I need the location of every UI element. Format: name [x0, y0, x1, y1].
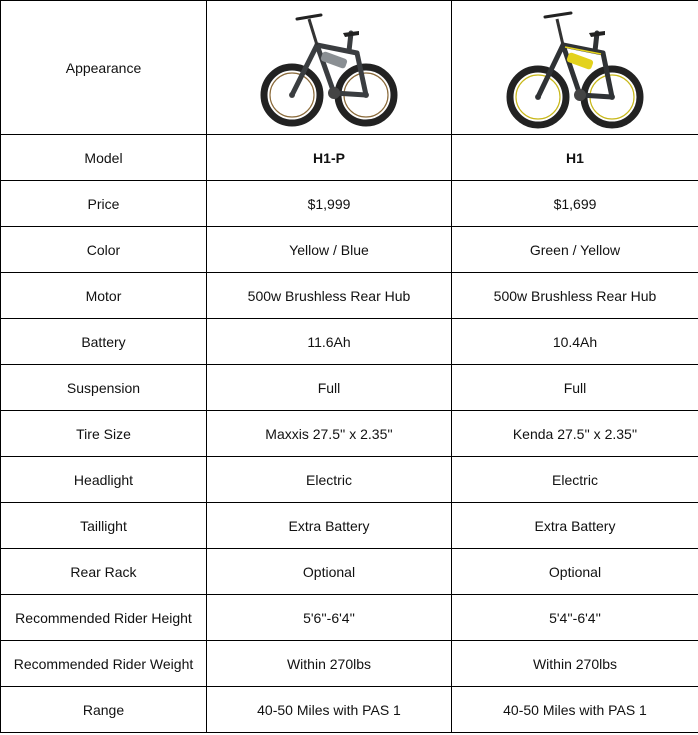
value-h1: Optional — [452, 549, 698, 595]
row-label: Appearance — [1, 1, 207, 135]
bike-image-h1 — [452, 1, 698, 135]
value-h1p: Extra Battery — [207, 503, 452, 549]
value-h1p: Electric — [207, 457, 452, 503]
value-h1p: 40-50 Miles with PAS 1 — [207, 687, 452, 733]
row-label: Headlight — [1, 457, 207, 503]
row-label: Taillight — [1, 503, 207, 549]
value-h1p: 5'6''-6'4'' — [207, 595, 452, 641]
value-h1: $1,699 — [452, 181, 698, 227]
table-row — [1, 135, 698, 181]
table-row — [1, 503, 698, 549]
bike-h1p-drawing — [264, 15, 394, 123]
row-label: Tire Size — [1, 411, 207, 457]
value-h1: 5'4''-6'4'' — [452, 595, 698, 641]
table-row — [1, 181, 698, 227]
value-h1: Extra Battery — [452, 503, 698, 549]
value-h1p: Maxxis 27.5'' x 2.35'' — [207, 411, 452, 457]
value-h1p: Optional — [207, 549, 452, 595]
value-h1: Electric — [452, 457, 698, 503]
value-h1: Full — [452, 365, 698, 411]
value-h1p: $1,999 — [207, 181, 452, 227]
bike-image-h1p — [207, 1, 452, 135]
value-h1p: H1-P — [207, 135, 452, 181]
table-row — [1, 457, 698, 503]
table-row — [1, 411, 698, 457]
bike-h1p-image — [259, 5, 399, 131]
value-h1: 500w Brushless Rear Hub — [452, 273, 698, 319]
table-row — [1, 319, 698, 365]
table-row — [1, 273, 698, 319]
row-label: Color — [1, 227, 207, 273]
row-label: Recommended Rider Weight — [1, 641, 207, 687]
row-label: Motor — [1, 273, 207, 319]
appearance-row — [1, 1, 698, 135]
row-label: Model — [1, 135, 207, 181]
row-label: Suspension — [1, 365, 207, 411]
value-h1p: 11.6Ah — [207, 319, 452, 365]
value-h1: 40-50 Miles with PAS 1 — [452, 687, 698, 733]
value-h1p: Full — [207, 365, 452, 411]
value-h1: H1 — [452, 135, 698, 181]
table-row — [1, 641, 698, 687]
table-row — [1, 687, 698, 733]
value-h1: Kenda 27.5'' x 2.35'' — [452, 411, 698, 457]
value-h1p: Yellow / Blue — [207, 227, 452, 273]
value-h1: Within 270lbs — [452, 641, 698, 687]
row-label: Range — [1, 687, 207, 733]
bike-h1-image — [505, 3, 645, 133]
table-row — [1, 549, 698, 595]
row-label: Battery — [1, 319, 207, 365]
value-h1: Green / Yellow — [452, 227, 698, 273]
row-label: Price — [1, 181, 207, 227]
table-row — [1, 227, 698, 273]
value-h1p: 500w Brushless Rear Hub — [207, 273, 452, 319]
table-row — [1, 595, 698, 641]
value-h1p: Within 270lbs — [207, 641, 452, 687]
row-label: Recommended Rider Height — [1, 595, 207, 641]
bike-h1-drawing — [510, 13, 640, 125]
value-h1: 10.4Ah — [452, 319, 698, 365]
row-label: Rear Rack — [1, 549, 207, 595]
table-row — [1, 365, 698, 411]
